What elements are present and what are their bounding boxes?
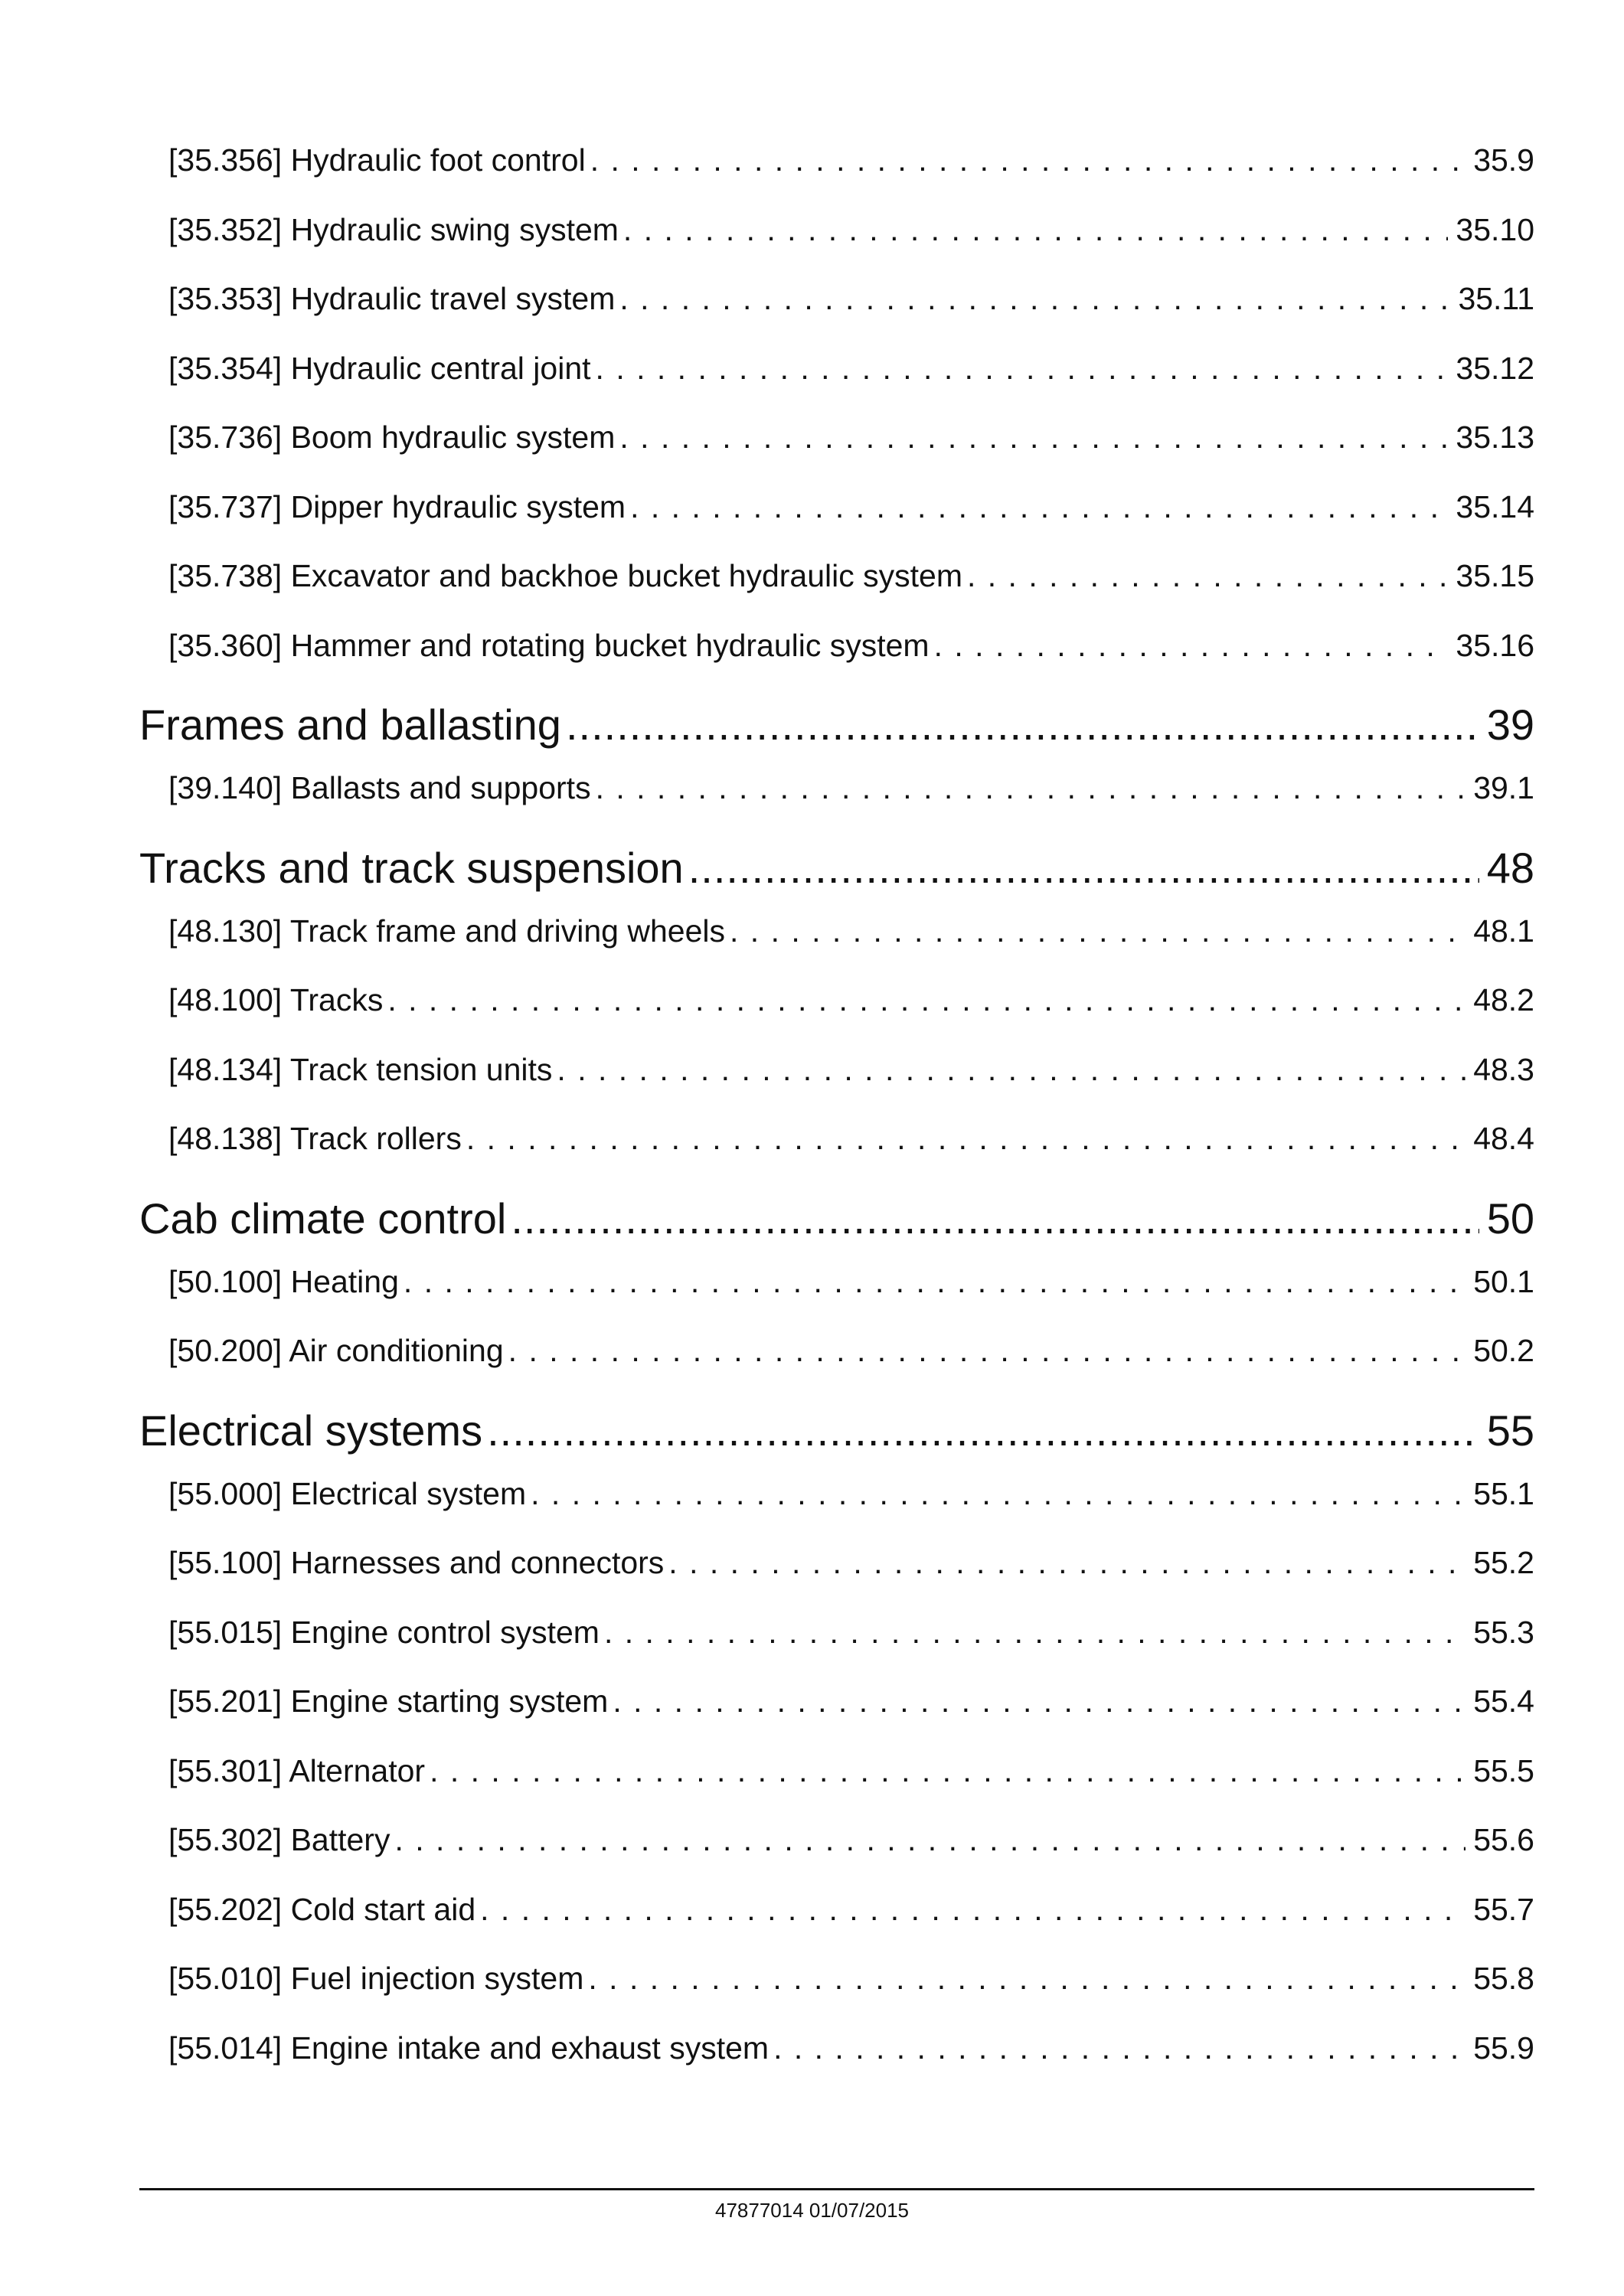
page-number: 48.4 xyxy=(1473,1121,1534,1156)
dot-leader xyxy=(688,841,1479,895)
footer-document-id: 47877014 01/07/2015 xyxy=(714,2199,910,2222)
page-number: 39 xyxy=(1486,701,1534,749)
dot-leader xyxy=(604,1610,1466,1654)
dot-leader xyxy=(531,1471,1466,1516)
page-number: 35.15 xyxy=(1456,558,1534,593)
page-number: 48.3 xyxy=(1473,1051,1534,1087)
dot-leader xyxy=(557,1047,1466,1092)
dot-leader xyxy=(613,1679,1466,1723)
dot-leader xyxy=(596,766,1466,810)
entry-title: [35.354] Hydraulic central joint xyxy=(168,350,591,386)
entry-title: [35.353] Hydraulic travel system xyxy=(168,281,616,316)
footer-divider xyxy=(139,2188,1534,2190)
page-number: 55.6 xyxy=(1473,1822,1534,1857)
dot-leader xyxy=(623,207,1448,252)
dot-leader xyxy=(630,485,1448,529)
chapter-title: Frames and ballasting xyxy=(139,701,561,749)
entry-title: [35.736] Boom hydraulic system xyxy=(168,420,616,455)
entry-title: [35.738] Excavator and backhoe bucket hydraulic system xyxy=(168,558,962,593)
page-number: 55.3 xyxy=(1473,1614,1534,1650)
dot-leader xyxy=(404,1259,1466,1304)
entry-title: [55.201] Engine starting system xyxy=(168,1684,609,1719)
toc-entry[interactable] xyxy=(139,766,1534,835)
page-number: 55 xyxy=(1486,1406,1534,1455)
toc-entry[interactable] xyxy=(139,1047,1534,1117)
entry-title: [50.100] Heating xyxy=(168,1263,399,1299)
toc-entry[interactable] xyxy=(139,415,1534,485)
toc-entry[interactable] xyxy=(139,2026,1534,2095)
chapter-title: Cab climate control xyxy=(139,1194,507,1243)
toc-entry[interactable] xyxy=(139,1749,1534,1818)
toc-entry[interactable] xyxy=(139,623,1534,693)
page-number: 50.1 xyxy=(1473,1263,1534,1299)
entry-title: [55.202] Cold start aid xyxy=(168,1891,476,1927)
toc-chapter-heading[interactable] xyxy=(139,841,1534,895)
page-number: 48 xyxy=(1486,843,1534,892)
page-number: 35.10 xyxy=(1456,211,1534,247)
toc-entry[interactable] xyxy=(139,1887,1534,1957)
dot-leader xyxy=(730,909,1466,953)
toc-chapter-heading[interactable] xyxy=(139,1192,1534,1246)
dot-leader xyxy=(588,1956,1466,2000)
toc-entry[interactable] xyxy=(139,554,1534,623)
dot-leader xyxy=(967,554,1448,598)
dot-leader xyxy=(596,346,1449,390)
entry-title: [55.100] Harnesses and connectors xyxy=(168,1545,665,1580)
entry-title: [48.100] Tracks xyxy=(168,982,384,1017)
dot-leader xyxy=(511,1192,1479,1246)
dot-leader xyxy=(480,1887,1466,1932)
entry-title: [55.302] Battery xyxy=(168,1822,390,1857)
toc-entry[interactable] xyxy=(139,1679,1534,1749)
entry-title: [50.200] Air conditioning xyxy=(168,1333,504,1368)
page-number: 35.12 xyxy=(1456,350,1534,386)
page-number: 35.11 xyxy=(1458,281,1534,316)
entry-title: [35.360] Hammer and rotating bucket hydraulic system xyxy=(168,627,930,663)
toc-entry[interactable] xyxy=(139,978,1534,1047)
page-number: 48.2 xyxy=(1473,982,1534,1017)
dot-leader xyxy=(394,1818,1466,1862)
toc-entry[interactable] xyxy=(139,207,1534,277)
entry-title: [55.015] Engine control system xyxy=(168,1614,600,1650)
entry-title: [35.352] Hydraulic swing system xyxy=(168,211,619,247)
dot-leader xyxy=(590,138,1466,182)
toc-chapter-heading[interactable] xyxy=(139,698,1534,752)
page-number: 35.9 xyxy=(1473,142,1534,178)
dot-leader xyxy=(387,978,1466,1022)
dot-leader xyxy=(668,1540,1466,1585)
dot-leader xyxy=(619,276,1450,321)
toc-entry[interactable] xyxy=(139,1540,1534,1610)
entry-title: [35.356] Hydraulic foot control xyxy=(168,142,586,178)
page-number: 55.4 xyxy=(1473,1684,1534,1719)
toc-entry[interactable] xyxy=(139,1818,1534,1887)
entry-title: [55.301] Alternator xyxy=(168,1752,426,1788)
entry-title: [35.737] Dipper hydraulic system xyxy=(168,488,626,524)
page-number: 50 xyxy=(1486,1194,1534,1243)
page-number: 55.1 xyxy=(1473,1475,1534,1511)
toc-entry[interactable] xyxy=(139,1328,1534,1398)
chapter-title: Tracks and track suspension xyxy=(139,843,684,892)
page-number: 35.14 xyxy=(1456,488,1534,524)
entry-title: [55.014] Engine intake and exhaust system xyxy=(168,2030,770,2066)
chapter-title: Electrical systems xyxy=(139,1406,483,1455)
table-of-contents xyxy=(139,138,1534,2095)
dot-leader xyxy=(566,698,1479,752)
entry-title: [48.130] Track frame and driving wheels xyxy=(168,913,725,949)
toc-entry[interactable] xyxy=(139,1956,1534,2026)
toc-chapter-heading[interactable] xyxy=(139,1404,1534,1458)
toc-entry[interactable] xyxy=(139,1259,1534,1329)
entry-title: [48.138] Track rollers xyxy=(168,1121,462,1156)
entry-title: [55.000] Electrical system xyxy=(168,1475,527,1511)
toc-entry[interactable] xyxy=(139,485,1534,554)
toc-entry[interactable] xyxy=(139,138,1534,207)
page-number: 39.1 xyxy=(1473,770,1534,805)
toc-entry[interactable] xyxy=(139,909,1534,978)
toc-entry[interactable] xyxy=(139,346,1534,416)
toc-entry[interactable] xyxy=(139,276,1534,346)
page-number: 35.16 xyxy=(1456,627,1534,663)
dot-leader xyxy=(487,1404,1479,1458)
toc-entry[interactable] xyxy=(139,1116,1534,1186)
page-number: 55.5 xyxy=(1473,1752,1534,1788)
dot-leader xyxy=(619,415,1448,459)
page-number: 48.1 xyxy=(1473,913,1534,949)
dot-leader xyxy=(773,2026,1466,2070)
entry-title: [48.134] Track tension units xyxy=(168,1051,553,1087)
toc-entry[interactable] xyxy=(139,1610,1534,1680)
page-number: 35.13 xyxy=(1456,420,1534,455)
dot-leader xyxy=(466,1116,1466,1161)
page-number: 55.8 xyxy=(1473,1961,1534,1996)
entry-title: [39.140] Ballasts and supports xyxy=(168,770,591,805)
entry-title: [55.010] Fuel injection system xyxy=(168,1961,584,1996)
dot-leader xyxy=(430,1749,1466,1793)
page-number: 55.7 xyxy=(1473,1891,1534,1927)
dot-leader xyxy=(508,1328,1466,1373)
page-number: 50.2 xyxy=(1473,1333,1534,1368)
toc-entry[interactable] xyxy=(139,1471,1534,1541)
dot-leader xyxy=(934,623,1449,668)
page-number: 55.2 xyxy=(1473,1545,1534,1580)
page-number: 55.9 xyxy=(1473,2030,1534,2066)
